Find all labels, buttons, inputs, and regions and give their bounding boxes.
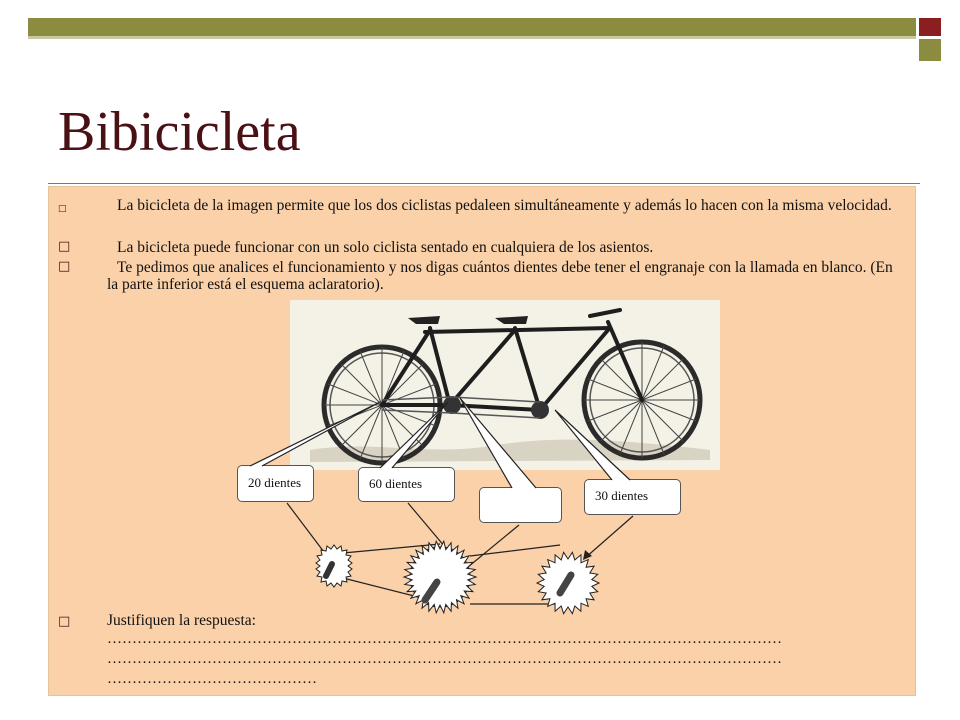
hollow-square-icon: □ bbox=[58, 614, 71, 629]
gear-60-teeth bbox=[404, 541, 476, 613]
gear-20-teeth bbox=[316, 545, 352, 587]
bullet-text-1: La bicicleta de la imagen permite que los dos ciclistas pedaleen simultáneamente y además lo hacen con la misma velocidad. bbox=[117, 197, 892, 214]
answer-prompt: Justifiquen la respuesta: bbox=[107, 612, 256, 629]
hollow-square-icon: □ bbox=[58, 259, 71, 274]
answer-line-1: ……………………………………………………………………………………………………………………… bbox=[107, 631, 782, 647]
bullet-text-2: La bicicleta puede funcionar con un solo ciclista sentado en cualquiera de los asientos. bbox=[117, 239, 654, 256]
hollow-square-icon: □ bbox=[58, 204, 67, 214]
callout-30-teeth: 30 dientes bbox=[584, 479, 681, 515]
callout-20-teeth: 20 dientes bbox=[237, 465, 314, 502]
slide-title: Bibicicleta bbox=[58, 101, 301, 163]
answer-line-2: ……………………………………………………………………………………………………………………… bbox=[107, 651, 782, 667]
bullet-text-3: Te pedimos que analices el funcionamiento y nos digas cuántos dientes debe tener el engranaje con la llamada en blanco. (En la parte inferior está el esquema aclaratorio). bbox=[107, 259, 893, 293]
answer-line-3: …………………………………… bbox=[107, 671, 317, 687]
callout-60-teeth: 60 dientes bbox=[358, 467, 455, 502]
hollow-square-icon: □ bbox=[58, 239, 71, 254]
